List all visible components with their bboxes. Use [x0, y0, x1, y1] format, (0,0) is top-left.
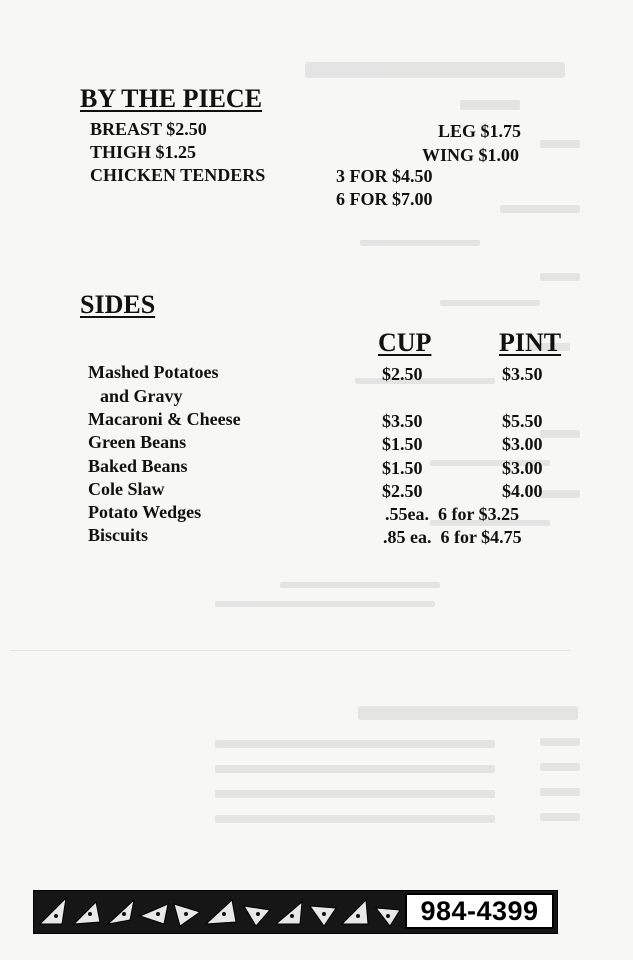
- tenders-6-price: 6 FOR $7.00: [336, 189, 433, 209]
- side-name: Potato Wedges: [88, 502, 202, 522]
- side-cup-price: $2.50: [382, 481, 423, 501]
- pint-column-header: PINT: [499, 328, 562, 357]
- leg-price: LEG $1.75: [438, 121, 522, 141]
- side-name: Green Beans: [88, 432, 187, 452]
- side-cup-price: $3.50: [382, 411, 423, 431]
- side-name: Mashed Potatoes: [88, 362, 219, 382]
- side-name: Macaroni & Cheese: [88, 409, 241, 429]
- tenders-3-price: 3 FOR $4.50: [336, 166, 433, 186]
- side-name-continued: and Gravy: [100, 386, 183, 406]
- side-name: Cole Slaw: [88, 479, 165, 499]
- side-each-pricing: .55ea. 6 for $3.25: [385, 504, 520, 524]
- side-cup-price: $1.50: [382, 458, 423, 478]
- side-pint-price: $4.00: [502, 481, 543, 501]
- side-pint-price: $3.00: [502, 434, 543, 454]
- wing-price: WING $1.00: [422, 145, 520, 165]
- phone-number[interactable]: 984-4399: [405, 893, 554, 929]
- side-name: Biscuits: [88, 525, 149, 545]
- side-pint-price: $3.00: [502, 458, 543, 478]
- side-name: Baked Beans: [88, 456, 188, 476]
- cup-column-header: CUP: [378, 328, 432, 357]
- side-cup-price: $1.50: [382, 434, 423, 454]
- pizza-slice-icons: [38, 894, 404, 930]
- thigh-price: THIGH $1.25: [90, 142, 197, 162]
- fold-line: [10, 650, 570, 651]
- by-the-piece-heading: BY THE PIECE: [80, 84, 263, 113]
- side-pint-price: $3.50: [502, 364, 543, 384]
- side-each-pricing: .85 ea. 6 for $4.75: [383, 527, 522, 547]
- breast-price: BREAST $2.50: [90, 119, 207, 139]
- side-pint-price: $5.50: [502, 411, 543, 431]
- chicken-tenders-label: CHICKEN TENDERS: [90, 165, 266, 185]
- side-cup-price: $2.50: [382, 364, 423, 384]
- sides-heading: SIDES: [80, 290, 156, 319]
